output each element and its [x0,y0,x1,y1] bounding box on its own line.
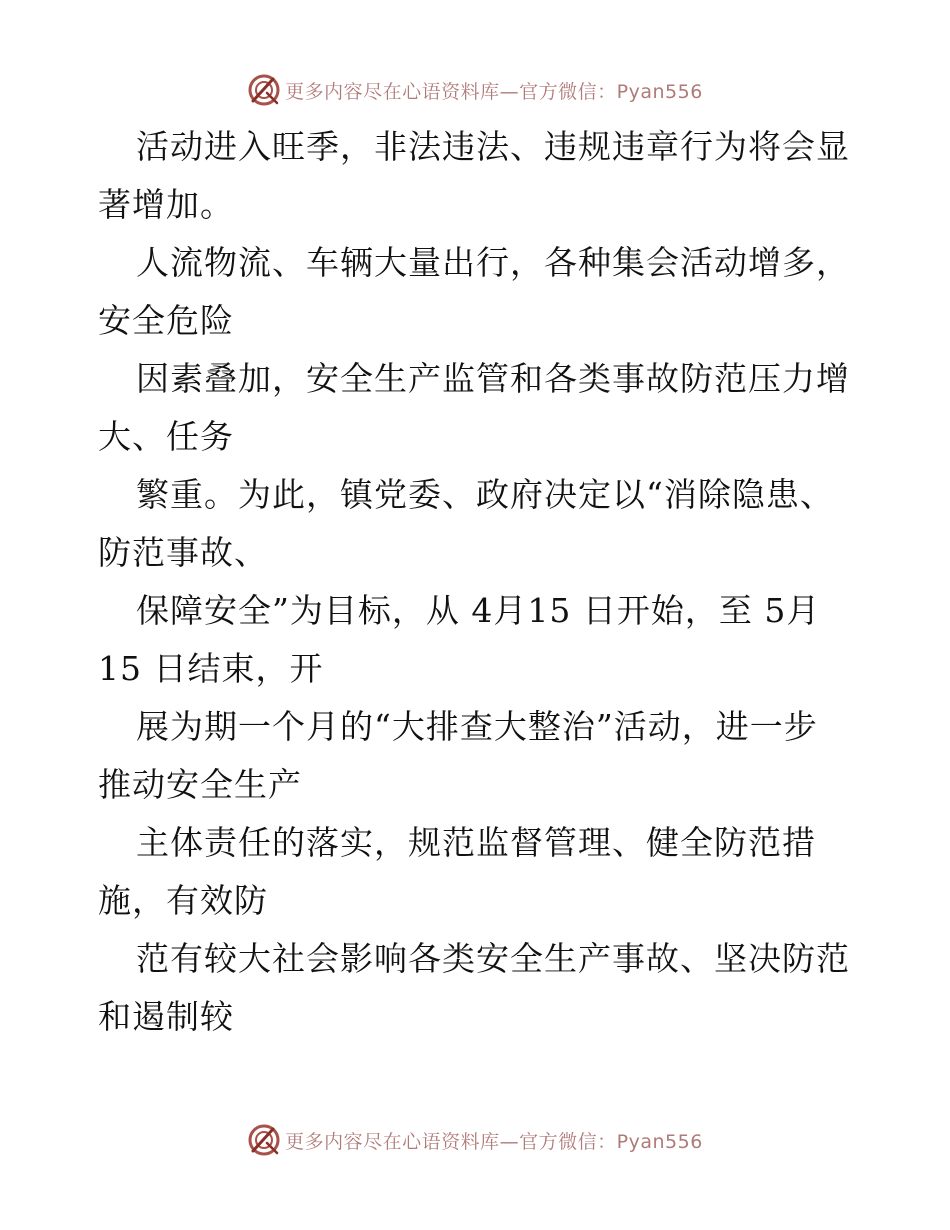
body-line: 和遏制较 [98,997,234,1036]
header-banner [0,70,950,110]
footer-banner-text: 更多内容尽在心语资料库—官方微信：Pyan556 [285,1130,703,1153]
body-line: 范有较大社会影响各类安全生产事故、坚决防范 [136,939,850,978]
body-line: 大、任务 [98,417,234,456]
body-line: 因素叠加，安全生产监管和各类事故防范压力增 [136,359,850,398]
body-line: 保障安全”为目标，从 4月15 日开始，至 5月 [136,591,821,630]
body-line: 施，有效防 [98,881,268,920]
document-body [98,118,858,1046]
body-line: 人流物流、车辆大量出行，各种集会活动增多， [136,243,850,282]
body-line: 安全危险 [98,301,234,340]
body-line: 活动进入旺季，非法违法、违规违章行为将会显 [136,127,850,166]
body-line: 著增加。 [98,185,234,224]
body-line: 推动安全生产 [98,765,302,804]
body-line: 繁重。为此，镇党委、政府决定以“消除隐患、 [136,475,834,514]
seal-logo-icon [247,1123,281,1157]
seal-logo-icon [247,73,281,107]
header-banner-text: 更多内容尽在心语资料库—官方微信：Pyan556 [285,80,703,103]
body-line: 展为期一个月的“大排查大整治”活动，进一步 [136,707,818,746]
body-line: 主体责任的落实，规范监督管理、健全防范措 [136,823,816,862]
footer-banner [0,1120,950,1160]
body-line: 15 日结束，开 [98,649,324,688]
body-line: 防范事故、 [98,533,268,572]
